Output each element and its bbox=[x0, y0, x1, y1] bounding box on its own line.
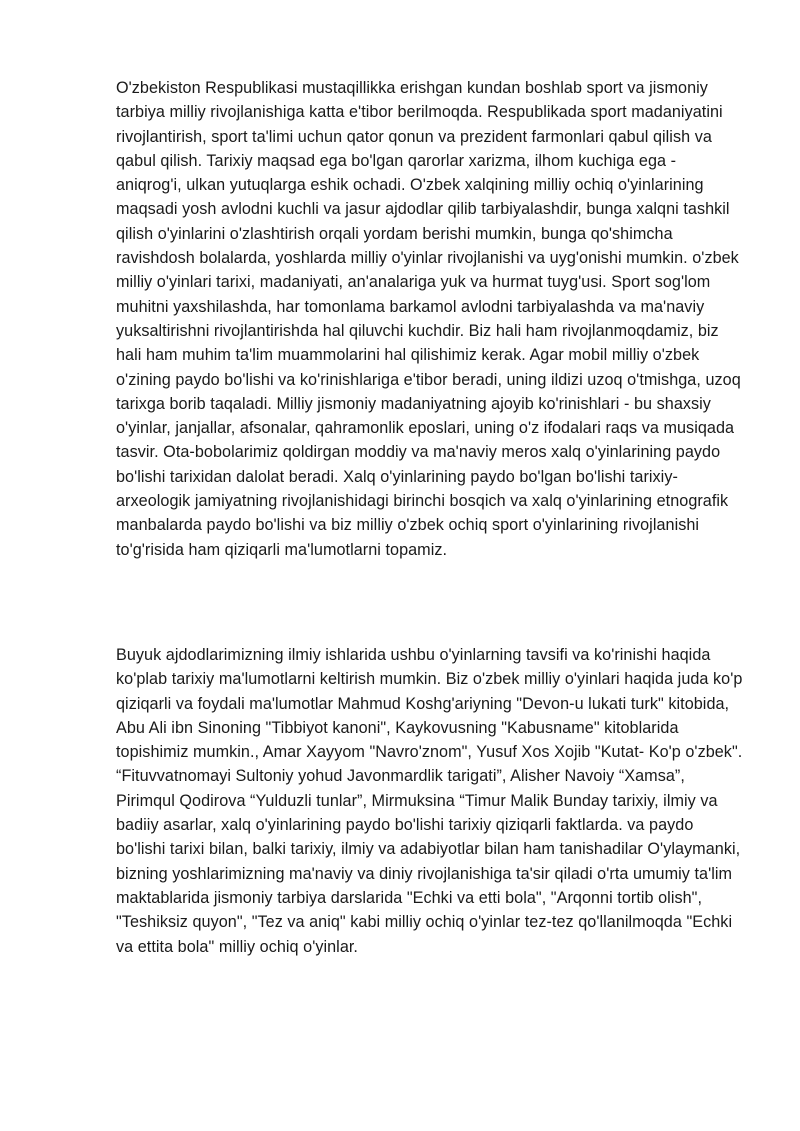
paragraph-1: O'zbekiston Respublikasi mustaqillikka erishgan kundan boshlab sport va jismoniy tarbiya milliy rivojlanishiga katta e'tibor berilmoqda. Respublikada sport madaniyatini rivojlantirish, sport ta'limi uchun qator qonun va prezident farmonlari qabul qilish va qabul qilish. Tarixiy maqsad ega bo'lgan qarorlar xarizma, ilhom kuchiga ega - aniqrog'i, ulkan yutuqlarga eshik ochadi. O'zbek xalqining milliy ochiq o'yinlarining maqsadi yosh avlodni kuchli va jasur ajdodlar qilib tarbiyalashdir, bunga xalqni tashkil qilish o'yinlarini o'zlashtirish orqali yordam berishi mumkin, bunga qo'shimcha ravishdosh bolalarda, yoshlarda milliy o'yinlar rivojlanishi va uyg'onishi mumkin. o'zbek milliy o'yinlari tarixi, madaniyati, an'analariga yuk va hurmat tuyg'usi. Sport sog'lom muhitni yaxshilashda, har tomonlama barkamol avlodni tarbiyalashda va ma'naviy yuksaltirishni rivojlantirishda hal qiluvchi kuchdir. Biz hali ham rivojlanmoqdamiz, biz hali ham muhim ta'lim muammolarini hal qilishimiz kerak. Agar mobil milliy o'zbek o'zining paydo bo'lishi va ko'rinishlariga e'tibor beradi, uning ildizi uzoq o'tmishga, uzoq tarixga borib taqaladi. Milliy jismoniy madaniyatning ajoyib ko'rinishlari - bu shaxsiy o'yinlar, janjallar, afsonalar, qahramonlik eposlari, uning o'z ifodalari raqs va musiqada tasvir. Ota-bobolarimiz qoldirgan moddiy va ma'naviy meros xalq o'yinlarining paydo bo'lishi tarixidan dalolat beradi. Xalq o'yinlarining paydo bo'lgan bo'lishi tarixiy-arxeologik jamiyatning rivojlanishidagi birinchi bosqich va xalq o'yinlarining etnografik manbalarda paydo bo'lishi va biz milliy o'zbek ochiq sport o'yinlarining rivojlanishi to'g'risida ham qiziqarli ma'lumotlarni topamiz. bbox=[116, 79, 741, 559]
paragraph-2: Buyuk ajdodlarimizning ilmiy ishlarida ushbu o'yinlarning tavsifi va ko'rinishi haqida ko'plab tarixiy ma'lumotlarni keltirish mumkin. Biz o'zbek milliy o'yinlari haqida juda ko'p qiziqarli va foydali ma'lumotlar Mahmud Koshg'ariyning "Devon-u lukati turk" kitobida, Abu Ali ibn Sinoning "Tibbiyot kanoni", Kaykovusning "Kabusname" kitoblarida topishimiz mumkin., Amar Xayyom "Navro'znom", Yusuf Xos Xojib "Kutat- Ko'p o'zbek". “Fituvvatnomayi Sultoniy yohud Javonmardlik tarigati”, Alisher Navoiy “Xamsa”, Pirimqul Qodirova “Yulduzli tunlar”, Mirmuksina “Timur Malik Bunday tarixiy, ilmiy va badiiy asarlar, xalq o'yinlarining paydo bo'lishi tarixiy qiziqarli faktlarda. va paydo bo'lishi tarixi bilan, balki tarixiy, ilmiy va adabiyotlar bilan ham tanishadilar O'ylaymanki, bizning yoshlarimizning ma'naviy va diniy rivojlanishiga ta'sir qiladi o'rta umumiy ta'lim maktablarida jismoniy tarbiya darslarida "Echki va etti bola", "Arqonni tortib olish", "Teshiksiz quyon", "Tez va aniq" kabi milliy ochiq o'yinlar tez-tez qo'llanilmoqda "Echki va ettita bola" milliy ochiq o'yinlar. bbox=[116, 646, 743, 956]
body-text-block-2 bbox=[116, 643, 746, 959]
body-text-block-1 bbox=[116, 76, 746, 562]
